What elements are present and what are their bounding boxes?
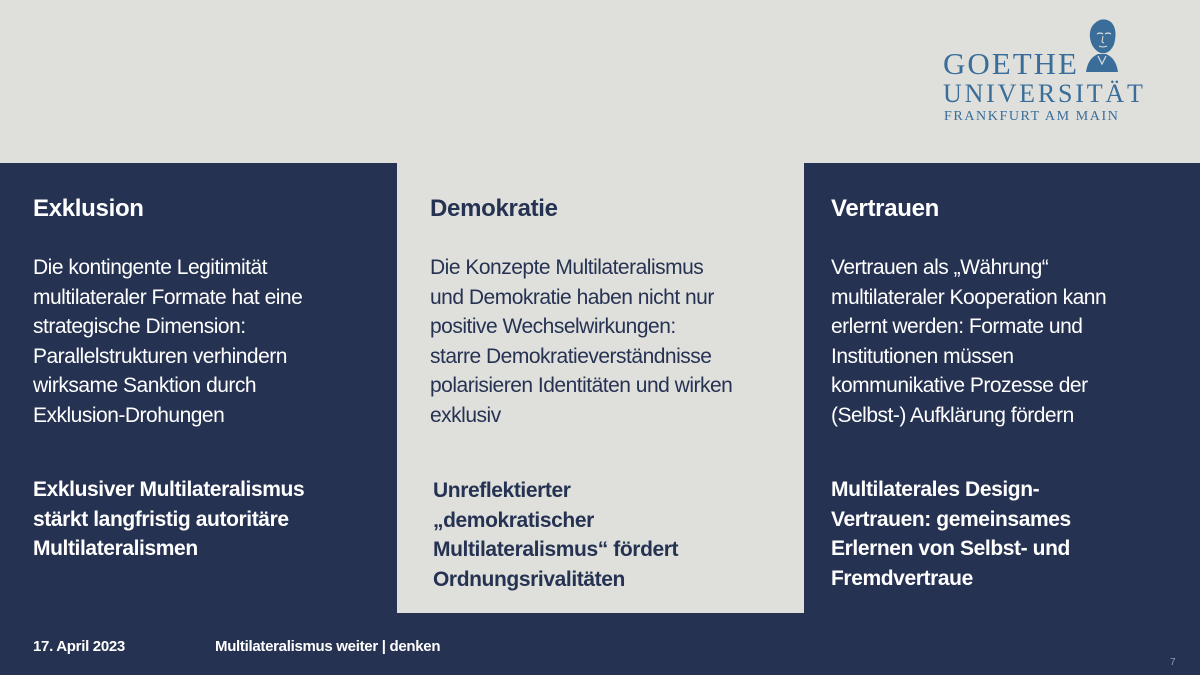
conclusion-line: stärkt langfristig autoritäre bbox=[33, 507, 289, 531]
logo-line-goethe: GOETHE bbox=[943, 46, 1079, 81]
body-line: Die Konzepte Multilateralismus bbox=[430, 256, 704, 279]
goethe-portrait-icon bbox=[1072, 14, 1132, 74]
conclusion-line: Ordnungsrivalitäten bbox=[433, 567, 625, 591]
conclusion-line: Multilaterales Design- bbox=[831, 478, 1040, 501]
body-line: kommunikative Prozesse der bbox=[831, 374, 1088, 397]
body-line: exklusiv bbox=[430, 403, 501, 427]
column-body bbox=[33, 253, 373, 430]
column-heading: Demokratie bbox=[430, 195, 558, 222]
column-exklusion bbox=[0, 163, 397, 613]
conclusion-line: Vertrauen: gemeinsames bbox=[831, 507, 1071, 531]
column-conclusion bbox=[831, 475, 1176, 593]
column-vertrauen bbox=[804, 163, 1200, 613]
conclusion-line: Unreflektierter bbox=[433, 479, 571, 502]
logo-line-frankfurt: FRANKFURT AM MAIN bbox=[944, 109, 1120, 124]
university-logo bbox=[938, 14, 1146, 124]
body-line: Exklusion-Drohungen bbox=[33, 403, 225, 427]
body-line: positive Wechselwirkungen: bbox=[430, 315, 676, 338]
body-line: starre Demokratieverständnisse bbox=[430, 344, 712, 368]
conclusion-line: Fremdvertraue bbox=[831, 566, 973, 590]
conclusion-line: Multilateralismus“ fördert bbox=[433, 538, 679, 561]
conclusion-line: Multilateralismen bbox=[33, 537, 198, 560]
body-line: polarisieren Identitäten und wirken bbox=[430, 374, 733, 397]
footer-date: 17. April 2023 bbox=[33, 638, 125, 655]
body-line: Die kontingente Legitimität bbox=[33, 256, 267, 279]
body-line: multilateraler Formate hat eine bbox=[33, 285, 303, 309]
column-conclusion bbox=[33, 475, 378, 564]
body-line: wirksame Sanktion durch bbox=[33, 374, 257, 397]
column-body bbox=[430, 253, 770, 430]
body-line: und Demokratie haben nicht nur bbox=[430, 285, 714, 309]
body-line: Parallelstrukturen verhindern bbox=[33, 344, 287, 368]
conclusion-line: Exklusiver Multilateralismus bbox=[33, 478, 305, 501]
column-heading: Exklusion bbox=[33, 195, 144, 222]
conclusion-line: „demokratischer bbox=[433, 508, 594, 532]
body-line: erlernt werden: Formate und bbox=[831, 315, 1083, 338]
column-demokratie bbox=[397, 163, 804, 613]
body-line: (Selbst-) Aufklärung fördern bbox=[831, 403, 1074, 427]
body-line: Vertrauen als „Währung“ bbox=[831, 256, 1049, 279]
logo-line-universitaet: UNIVERSITÄT bbox=[943, 79, 1146, 108]
page-number: 7 bbox=[1170, 657, 1176, 668]
body-line: multilateraler Kooperation kann bbox=[831, 285, 1107, 309]
body-line: strategische Dimension: bbox=[33, 315, 246, 338]
footer-title: Multilateralismus weiter | denken bbox=[215, 638, 441, 655]
conclusion-line: Erlernen von Selbst- und bbox=[831, 537, 1070, 560]
column-conclusion bbox=[433, 476, 778, 594]
column-heading: Vertrauen bbox=[831, 195, 940, 222]
body-line: Institutionen müssen bbox=[831, 344, 1014, 368]
column-body bbox=[831, 253, 1161, 430]
